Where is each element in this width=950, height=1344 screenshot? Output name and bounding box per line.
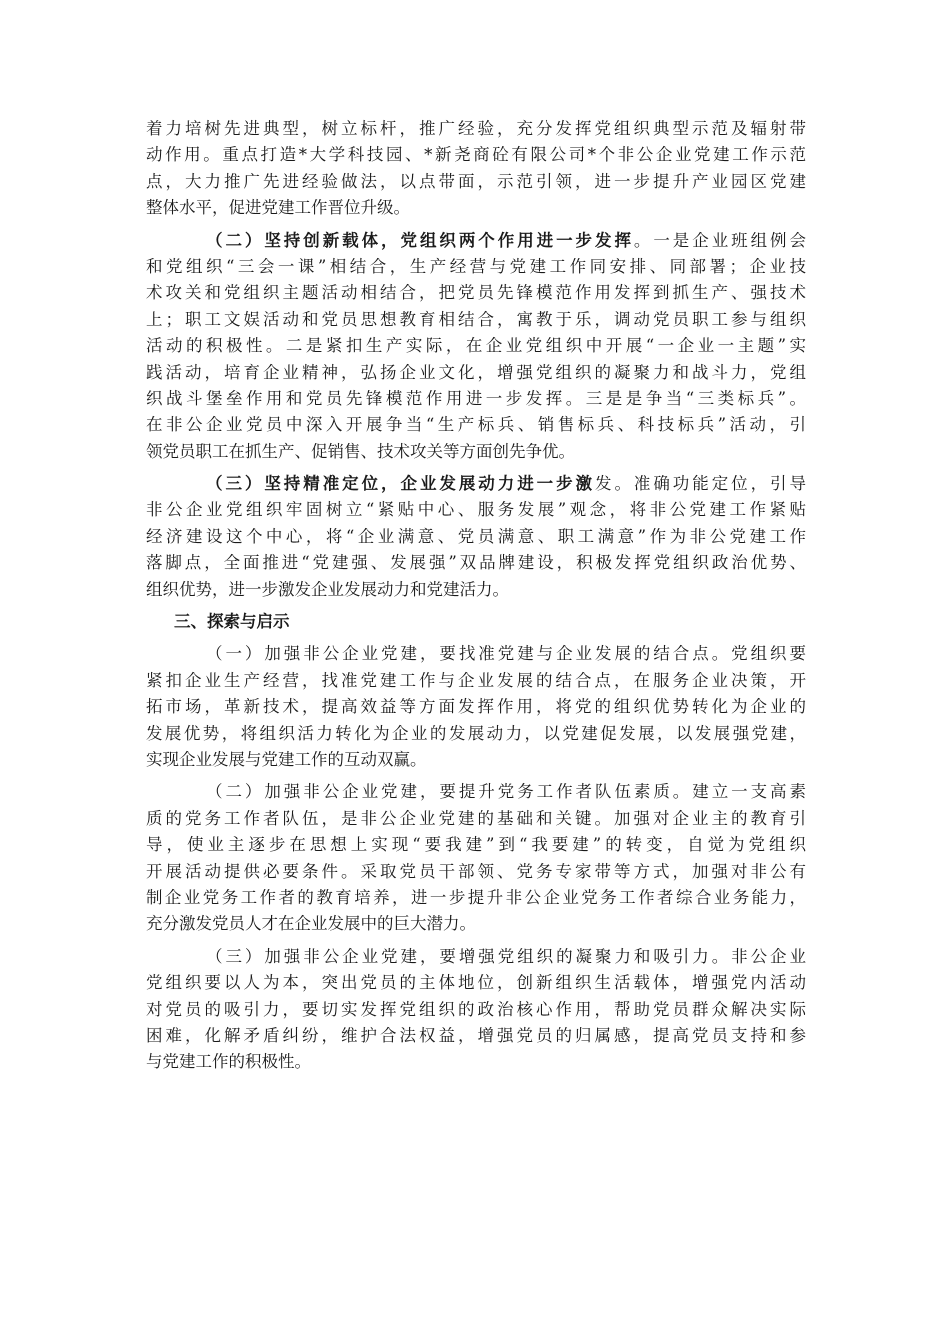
text-line: （二）加强非公企业党建，要提升党务工作者队伍素质。建立一支高素: [206, 782, 806, 802]
text-line: 党组织要以人为本，突出党员的主体地位，创新组织生活载体，增强党内活动: [146, 973, 806, 993]
text-line: （三）加强非公企业党建，要增强党组织的凝聚力和吸引力。非公企业: [206, 946, 806, 966]
text-line: 活动的积极性。二是紧扣生产实际，在企业党组织中开展“一企业一主题”实: [146, 336, 806, 356]
text-line: 与党建工作的积极性。: [146, 1052, 311, 1072]
text-line: 非公企业党组织牢固树立“紧贴中心、服务发展”观念，将非公党建工作紧贴: [146, 500, 806, 520]
lead-rest: 发。准确功能定位，引导: [595, 474, 807, 494]
text-line: 整体水平，促进党建工作晋位升级。: [146, 198, 410, 218]
section-title: 三、探索与启示: [174, 612, 290, 632]
text-line: 制企业党务工作者的教育培养，进一步提升非公企业党务工作者综合业务能力，: [146, 887, 806, 907]
text-line: 发展优势，将组织活力转化为企业的发展动力，以党建促发展，以发展强党建，: [146, 723, 806, 743]
bold-lead: （二）坚持创新载体，党组织两个作用进一步发挥: [206, 230, 634, 250]
text-line: 上；职工文娱活动和党员思想教育相结合，寓教于乐，调动党员职工参与组织: [146, 309, 806, 329]
document-page: [146, 116, 806, 1082]
text-line: 对党员的吸引力，要切实发挥党组织的政治核心作用，帮助党员群众解决实际: [146, 999, 806, 1019]
text-line: 领党员职工在抓生产、促销售、技术攻关等方面创先争优。: [146, 441, 575, 461]
text-line: 在非公企业党员中深入开展争当“生产标兵、销售标兵、科技标兵”活动，引: [146, 415, 806, 435]
text-line: 着力培树先进典型，树立标杆，推广经验，充分发挥党组织典型示范及辐射带: [146, 119, 806, 138]
text-line: 动作用。重点打造*大学科技园、*新尧商砼有限公司*个非公企业党建工作示范: [146, 145, 806, 165]
paragraph-positioning: [146, 471, 806, 603]
text-line: 织战斗堡垒作用和党员先锋模范作用进一步发挥。三是是争当“三类标兵”。: [146, 388, 806, 408]
paragraph-insight-2: [146, 779, 806, 937]
lead-rest: 。一是企业班组例会: [633, 230, 807, 250]
text-line: （一）加强非公企业党建，要找准党建与企业发展的结合点。党组织要: [206, 644, 806, 664]
paragraph-insight-1: [146, 641, 806, 773]
text-line: 术攻关和党组织主题活动相结合，把党员先锋模范作用发挥到抓生产、强技术: [146, 283, 806, 303]
text-line: 导，使业主逐步在思想上实现“要我建”到“我要建”的转变，自觉为党组织: [146, 835, 806, 855]
bold-lead: （三）坚持精准定位，企业发展动力进一步激: [206, 474, 595, 494]
text-line: 困难，化解矛盾纠纷，维护合法权益，增强党员的归属感，提高党员支持和参: [146, 1025, 806, 1045]
text-line: 实现企业发展与党建工作的互动双赢。: [146, 749, 427, 769]
text-line-lead: [146, 471, 806, 497]
text-line: 紧扣企业生产经营，找准党建工作与企业发展的结合点，在服务企业决策，开: [146, 670, 806, 690]
text-line: 充分激发党员人才在企业发展中的巨大潜力。: [146, 914, 476, 934]
text-line: 质的党务工作者队伍，是非公企业党建的基础和关键。加强对企业主的教育引: [146, 808, 806, 828]
text-line: 拓市场，革新技术，提高效益等方面发挥作用，将党的组织优势转化为企业的: [146, 697, 806, 717]
text-line: 经济建设这个中心，将“企业满意、党员满意、职工满意”作为非公党建工作: [146, 526, 806, 546]
text-line: 和党组织“三会一课”相结合，生产经营与党建工作同安排、同部署；企业技: [146, 256, 806, 276]
text-line: 组织优势，进一步激发企业发展动力和党建活力。: [146, 579, 509, 599]
text-line: 点，大力推广先进经验做法，以点带面，示范引领，进一步提升产业园区党建: [146, 171, 806, 191]
paragraph-innovation: [146, 228, 806, 466]
text-line: 落脚点，全面推进“党建强、发展强”双品牌建设，积极发挥党组织政治优势、: [146, 553, 806, 573]
paragraph-insight-3: [146, 944, 806, 1076]
text-line: 践活动，培育企业精神，弘扬企业文化，增强党组织的凝聚力和战斗力，党组: [146, 362, 806, 382]
text-line: 开展活动提供必要条件。采取党员干部领、党务专家带等方式，加强对非公有: [146, 861, 806, 881]
text-line-lead: [146, 228, 806, 254]
section-heading: [146, 609, 806, 635]
paragraph-continuation: [146, 116, 806, 222]
